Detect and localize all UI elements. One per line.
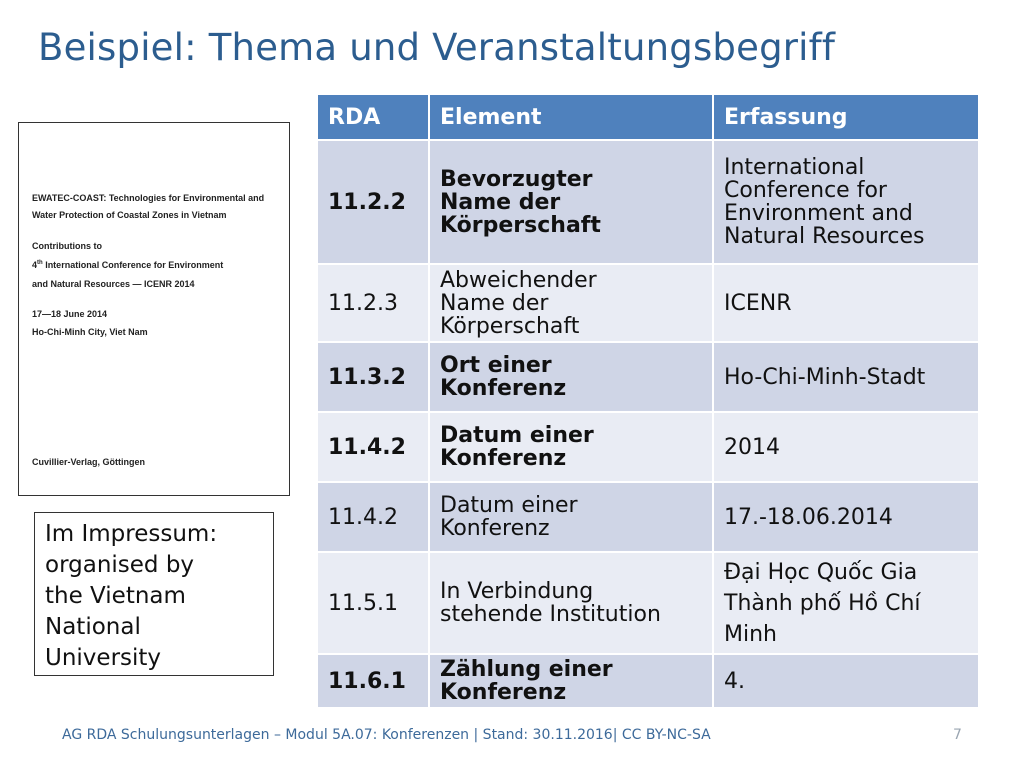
rda-table	[316, 93, 980, 709]
note-line: University	[45, 645, 162, 671]
table-header-row	[317, 94, 979, 140]
table-row	[317, 342, 979, 412]
value-cell: 4.	[713, 654, 979, 708]
cover-publisher: Cuvillier-Verlag, Göttingen	[32, 457, 146, 467]
header-rda: RDA	[317, 94, 429, 140]
header-erfassung: Erfassung	[713, 94, 979, 140]
cover-place: Ho-Chi-Minh City, Viet Nam	[32, 327, 148, 337]
table-row	[317, 412, 979, 482]
table-row	[317, 482, 979, 552]
footer-text: AG RDA Schulungsunterlagen – Modul 5A.07: Konferenzen | Stand: 30.11.2016| CC BY-NC-SA	[62, 727, 711, 743]
rda-cell: 11.2.3	[317, 264, 429, 342]
cover-series-line-2: Water Protection of Coastal Zones in Vietnam	[32, 210, 227, 220]
header-element: Element	[429, 94, 713, 140]
rda-cell: 11.6.1	[317, 654, 429, 708]
cover-dates: 17—18 June 2014	[32, 309, 108, 319]
rda-cell: 11.5.1	[317, 552, 429, 654]
note-line: National	[45, 614, 141, 640]
book-cover-image	[18, 122, 290, 496]
element-cell: Zählung einer Konferenz	[429, 654, 713, 708]
rda-cell: 11.4.2	[317, 482, 429, 552]
rda-cell: 11.3.2	[317, 342, 429, 412]
note-line: Im Impressum:	[45, 521, 218, 547]
slide-title: Beispiel: Thema und Veranstaltungsbegriff	[38, 26, 836, 69]
value-cell: Đại Học Quốc Gia Thành phố Hồ Chí Minh	[713, 552, 979, 654]
value-cell: International Conference for Environment and Natural Resources	[713, 140, 979, 264]
element-cell: Bevorzugter Name der Körperschaft	[429, 140, 713, 264]
element-cell: In Verbindung stehende Institution	[429, 552, 713, 654]
element-cell: Datum einer Konferenz	[429, 482, 713, 552]
cover-series-line-1: EWATEC-COAST: Technologies for Environmental and	[32, 193, 265, 203]
table-row	[317, 140, 979, 264]
page-number: 7	[953, 727, 962, 743]
table-row	[317, 552, 979, 654]
value-cell: 2014	[713, 412, 979, 482]
cover-conference-line-1: 4th International Conference for Environment	[32, 260, 224, 270]
rda-cell: 11.2.2	[317, 140, 429, 264]
note-line: organised by	[45, 552, 195, 578]
cover-contributions: Contributions to	[32, 241, 102, 251]
rda-cell: 11.4.2	[317, 412, 429, 482]
element-cell: Abweichender Name der Körperschaft	[429, 264, 713, 342]
value-cell: Ho-Chi-Minh-Stadt	[713, 342, 979, 412]
table-row	[317, 654, 979, 708]
value-cell: ICENR	[713, 264, 979, 342]
table-row	[317, 264, 979, 342]
note-line: the Vietnam	[45, 583, 186, 609]
value-cell: 17.-18.06.2014	[713, 482, 979, 552]
element-cell: Datum einer Konferenz	[429, 412, 713, 482]
element-cell: Ort einer Konferenz	[429, 342, 713, 412]
cover-conference-line-2: and Natural Resources — ICENR 2014	[32, 279, 195, 289]
impressum-note-box	[34, 512, 274, 676]
